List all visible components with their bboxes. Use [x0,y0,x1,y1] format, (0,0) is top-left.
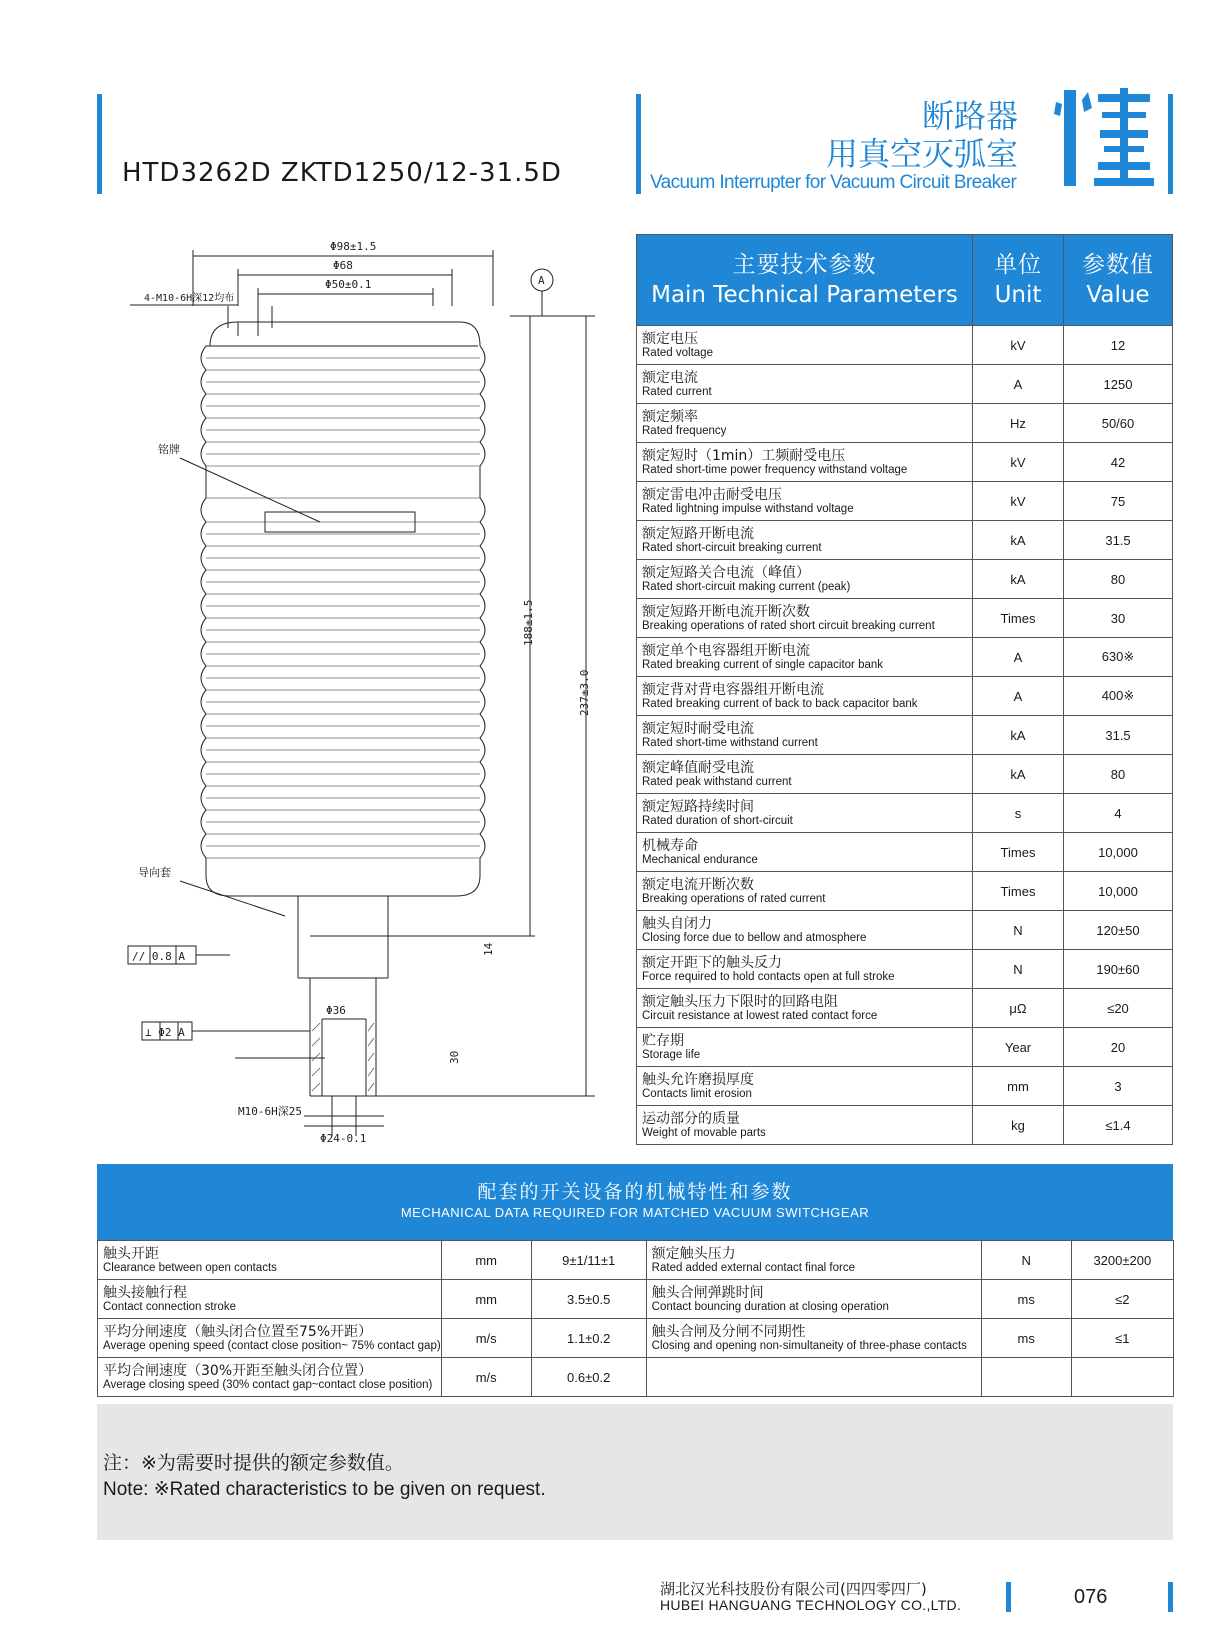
param-name-cn: 额定短时（1min）工频耐受电压 [642,447,846,464]
param-unit: A [973,638,1064,677]
header-param [637,235,973,326]
param-name [637,599,973,638]
param-name-en: Rated short-circuit making current (peak) [642,580,851,593]
param-value: ≤20 [1064,989,1173,1028]
mech-left-name [98,1319,442,1358]
param-value: 4 [1064,794,1173,833]
param-name-en: Rated lightning impulse withstand voltage [642,502,854,515]
mech-row [98,1280,1174,1319]
header-param-en: Main Technical Parameters [651,282,958,308]
footer-bar-left [1006,1582,1011,1612]
mech-left-name-cn: 平均合闸速度（30%开距至触头闭合位置） [103,1362,373,1379]
mech-title-en: MECHANICAL DATA REQUIRED FOR MATCHED VACUUM SWITCHGEAR [400,1205,870,1220]
param-value: 3 [1064,1067,1173,1106]
header-left-bar [97,94,102,194]
brand-cn-line1: 断路器 [921,97,1018,135]
param-name-en: Closing force due to bellow and atmosphere [642,931,867,944]
param-name-cn: 额定电流开断次数 [642,876,754,893]
header-unit-cn: 单位 [994,252,1042,278]
param-unit: kA [973,716,1064,755]
mech-left-name [98,1280,442,1319]
main-parameters-table [636,234,1173,1145]
dim-24-label: Φ24-0.1 [320,1132,367,1145]
dim-outer-label: Φ98±1.5 [330,240,377,253]
mech-left-unit: m/s [441,1358,531,1397]
dim-mid-label: Φ68 [333,259,353,272]
mech-right-name-cn: 触头合闸及分闸不同期性 [651,1323,806,1340]
mech-row [98,1358,1174,1397]
note-en: Note: ※Rated characteristics to be given on request. [103,1479,546,1500]
mech-right-value: ≤1 [1071,1319,1173,1358]
param-value: 10,000 [1064,872,1173,911]
param-value: 50/60 [1064,404,1173,443]
param-row [637,599,1173,638]
mech-left-name-en: Average closing speed (30% contact gap~contact close position) [103,1378,433,1391]
param-value: 10,000 [1064,833,1173,872]
param-name-en: Weight of movable parts [642,1126,766,1139]
param-name [637,1028,973,1067]
footer-company-cn: 湖北汉光科技股份有限公司(四四零四厂) [660,1580,927,1598]
param-unit: kA [973,560,1064,599]
mech-left-value: 9±1/11±1 [531,1241,646,1280]
header-param-cn: 主要技术参数 [732,252,877,278]
note-box [97,1404,1173,1540]
param-unit: μΩ [973,989,1064,1028]
param-name [637,482,973,521]
param-row [637,560,1173,599]
mech-right-name [646,1241,981,1280]
param-name-cn: 额定短路开断电流开断次数 [642,603,810,620]
param-name-en: Storage life [642,1048,701,1061]
mech-left-unit: mm [441,1280,531,1319]
mech-right-name [646,1280,981,1319]
param-name-cn: 触头自闭力 [642,915,712,932]
nameplate-label: 铭牌 [158,443,180,456]
param-row [637,404,1173,443]
param-name-cn: 机械寿命 [642,837,698,854]
param-unit: kA [973,521,1064,560]
mech-left-value: 3.5±0.5 [531,1280,646,1319]
param-name-cn: 额定电流 [642,369,698,386]
param-name-en: Rated current [642,385,712,398]
dim-h1-label: 188±1.5 [522,599,535,646]
brand-en: Vacuum Interrupter for Vacuum Circuit Breaker [650,172,1017,193]
param-name-en: Contacts limit erosion [642,1087,752,1100]
param-name [637,911,973,950]
param-unit: Times [973,833,1064,872]
param-name [637,833,973,872]
mech-right-name-cn: 额定触头压力 [651,1245,736,1262]
mech-left-value: 1.1±0.2 [531,1319,646,1358]
param-row [637,911,1173,950]
mech-right-name-en: Rated added external contact final force [651,1261,855,1274]
param-row [637,872,1173,911]
param-row [637,521,1173,560]
param-unit: mm [973,1067,1064,1106]
param-row [637,1067,1173,1106]
param-name-cn: 额定短路持续时间 [642,798,754,815]
param-value: 400※ [1064,677,1173,716]
param-value: 80 [1064,755,1173,794]
param-name-cn: 贮存期 [642,1032,684,1049]
brand-cn-line2: 用真空灭弧室 [825,135,1018,173]
mech-right-value [1071,1358,1173,1397]
param-value: 30 [1064,599,1173,638]
param-name-en: Rated short-circuit breaking current [642,541,822,554]
mech-left-name [98,1241,442,1280]
param-name-cn: 额定频率 [642,408,698,425]
param-unit: kg [973,1106,1064,1145]
param-row [637,833,1173,872]
mech-row [98,1319,1174,1358]
param-name [637,560,973,599]
param-value: 120±50 [1064,911,1173,950]
param-name-en: Breaking operations of rated current [642,892,826,905]
technical-drawing [120,236,620,1176]
param-name-cn: 额定背对背电容器组开断电流 [642,681,824,698]
header-value [1064,235,1173,326]
header-right-bar [1168,94,1173,194]
dim-36-label: Φ36 [326,1004,346,1017]
param-name-cn: 额定短时耐受电流 [642,720,754,737]
thread-bottom-label: M10-6H深25 [238,1105,302,1118]
mech-left-unit: mm [441,1241,531,1280]
param-name-cn: 触头允许磨损厚度 [642,1071,754,1088]
param-value: 80 [1064,560,1173,599]
mech-left-value: 0.6±0.2 [531,1358,646,1397]
param-name-en: Breaking operations of rated short circuit breaking current [642,619,935,632]
param-name [637,755,973,794]
param-name-en: Rated short-time power frequency withstand voltage [642,463,908,476]
param-name [637,716,973,755]
param-name-en: Force required to hold contacts open at full stroke [642,970,895,983]
param-unit: s [973,794,1064,833]
model-title: HTD3262D ZKTD1250/12-31.5D [122,158,562,188]
guide-label: 导向套 [138,866,171,879]
param-name [637,326,973,365]
mech-right-unit [981,1358,1071,1397]
mech-left-name-cn: 平均分闸速度（触头闭合位置至75%开距） [103,1323,373,1340]
header-value-en: Value [1086,282,1150,308]
mech-left-name-cn: 触头接触行程 [103,1284,187,1301]
header-mid-bar [636,94,641,194]
param-name-cn: 额定单个电容器组开断电流 [642,642,810,659]
param-value: 1250 [1064,365,1173,404]
param-name [637,404,973,443]
param-name [637,677,973,716]
param-name [637,794,973,833]
param-unit: A [973,677,1064,716]
mech-left-name [98,1358,442,1397]
param-name [637,521,973,560]
mech-right-name [646,1358,981,1397]
param-name [637,638,973,677]
param-name [637,365,973,404]
param-row [637,443,1173,482]
param-name-en: Rated frequency [642,424,727,437]
param-unit: Hz [973,404,1064,443]
param-unit: N [973,911,1064,950]
mech-right-unit: ms [981,1319,1071,1358]
mech-right-value: 3200±200 [1071,1241,1173,1280]
param-name-cn: 额定电压 [642,330,698,347]
param-name-en: Rated breaking current of back to back capacitor bank [642,697,918,710]
param-unit: kV [973,443,1064,482]
param-row [637,989,1173,1028]
note-cn: 注：※为需要时提供的额定参数值。 [103,1452,404,1474]
param-value: 20 [1064,1028,1173,1067]
datum-a-label: A [538,274,545,287]
param-name-cn: 额定短路关合电流（峰值） [642,564,810,581]
param-name-en: Rated short-time withstand current [642,736,818,749]
param-value: 12 [1064,326,1173,365]
param-value: ≤1.4 [1064,1106,1173,1145]
param-unit: N [973,950,1064,989]
main-table-header [637,235,1173,326]
param-value: 42 [1064,443,1173,482]
param-row [637,326,1173,365]
param-value: 630※ [1064,638,1173,677]
param-name [637,443,973,482]
tolerance-perp-label: ⊥ Φ2 A [145,1026,185,1039]
mech-right-name [646,1319,981,1358]
param-name-en: Circuit resistance at lowest rated contact force [642,1009,878,1022]
param-name-en: Rated peak withstand current [642,775,792,788]
param-unit: kV [973,482,1064,521]
param-name [637,872,973,911]
param-unit: Times [973,599,1064,638]
mech-row [98,1241,1174,1280]
param-row [637,365,1173,404]
param-row [637,755,1173,794]
param-name-en: Rated voltage [642,346,713,359]
mech-right-value: ≤2 [1071,1280,1173,1319]
mech-header [97,1164,1173,1240]
param-name [637,950,973,989]
mech-left-name-en: Average opening speed (contact close position~ 75% contact gap) [103,1339,441,1352]
param-unit: Year [973,1028,1064,1067]
page-number: 076 [1074,1586,1108,1608]
mech-right-unit: N [981,1241,1071,1280]
param-row [637,482,1173,521]
mech-right-unit: ms [981,1280,1071,1319]
param-name-en: Mechanical endurance [642,853,758,866]
param-unit: Times [973,872,1064,911]
param-row [637,794,1173,833]
param-name-cn: 额定触头压力下限时的回路电阻 [642,993,838,1010]
param-unit: kV [973,326,1064,365]
thread-top-label: 4-M10-6H深12均布 [144,293,235,304]
param-row [637,638,1173,677]
param-name-cn: 额定峰值耐受电流 [642,759,754,776]
footer-company-en: HUBEI HANGUANG TECHNOLOGY CO.,LTD. [660,1597,962,1613]
dim-inner-label: Φ50±0.1 [325,278,372,291]
param-value: 75 [1064,482,1173,521]
dim-30-label: 30 [448,1050,461,1064]
param-row [637,716,1173,755]
param-row [637,677,1173,716]
mech-right-name-en: Closing and opening non-simultaneity of three-phase contacts [651,1339,967,1352]
param-name-cn: 额定雷电冲击耐受电压 [642,486,782,503]
param-name-cn: 额定开距下的触头反力 [642,954,782,971]
param-unit: kA [973,755,1064,794]
dim-h2-label: 237±3.0 [578,669,591,716]
mech-right-name-en: Contact bouncing duration at closing operation [651,1300,889,1313]
param-row [637,950,1173,989]
param-row [637,1106,1173,1145]
header-unit [973,235,1064,326]
mech-table [97,1240,1174,1397]
mech-title-cn: 配套的开关设备的机械特性和参数 [477,1181,793,1203]
company-logo-icon [1054,86,1158,190]
header-unit-en: Unit [994,282,1042,308]
param-value: 31.5 [1064,521,1173,560]
param-value: 190±60 [1064,950,1173,989]
param-name [637,1067,973,1106]
param-name-cn: 额定短路开断电流 [642,525,754,542]
mech-left-name-cn: 触头开距 [103,1245,159,1262]
tolerance-flat-label: // 0.8 A [132,950,185,963]
param-unit: A [973,365,1064,404]
param-name-en: Rated duration of short-circuit [642,814,793,827]
param-row [637,1028,1173,1067]
param-name-cn: 运动部分的质量 [642,1110,740,1127]
param-value: 31.5 [1064,716,1173,755]
param-name [637,989,973,1028]
header-value-cn: 参数值 [1082,252,1154,278]
mech-left-name-en: Contact connection stroke [103,1300,236,1313]
dim-14-label: 14 [482,942,495,956]
param-name [637,1106,973,1145]
mech-right-name-cn: 触头合闸弹跳时间 [651,1284,764,1301]
mech-left-name-en: Clearance between open contacts [103,1261,277,1274]
mech-left-unit: m/s [441,1319,531,1358]
footer-bar-right [1168,1582,1173,1612]
param-name-en: Rated breaking current of single capacitor bank [642,658,884,671]
